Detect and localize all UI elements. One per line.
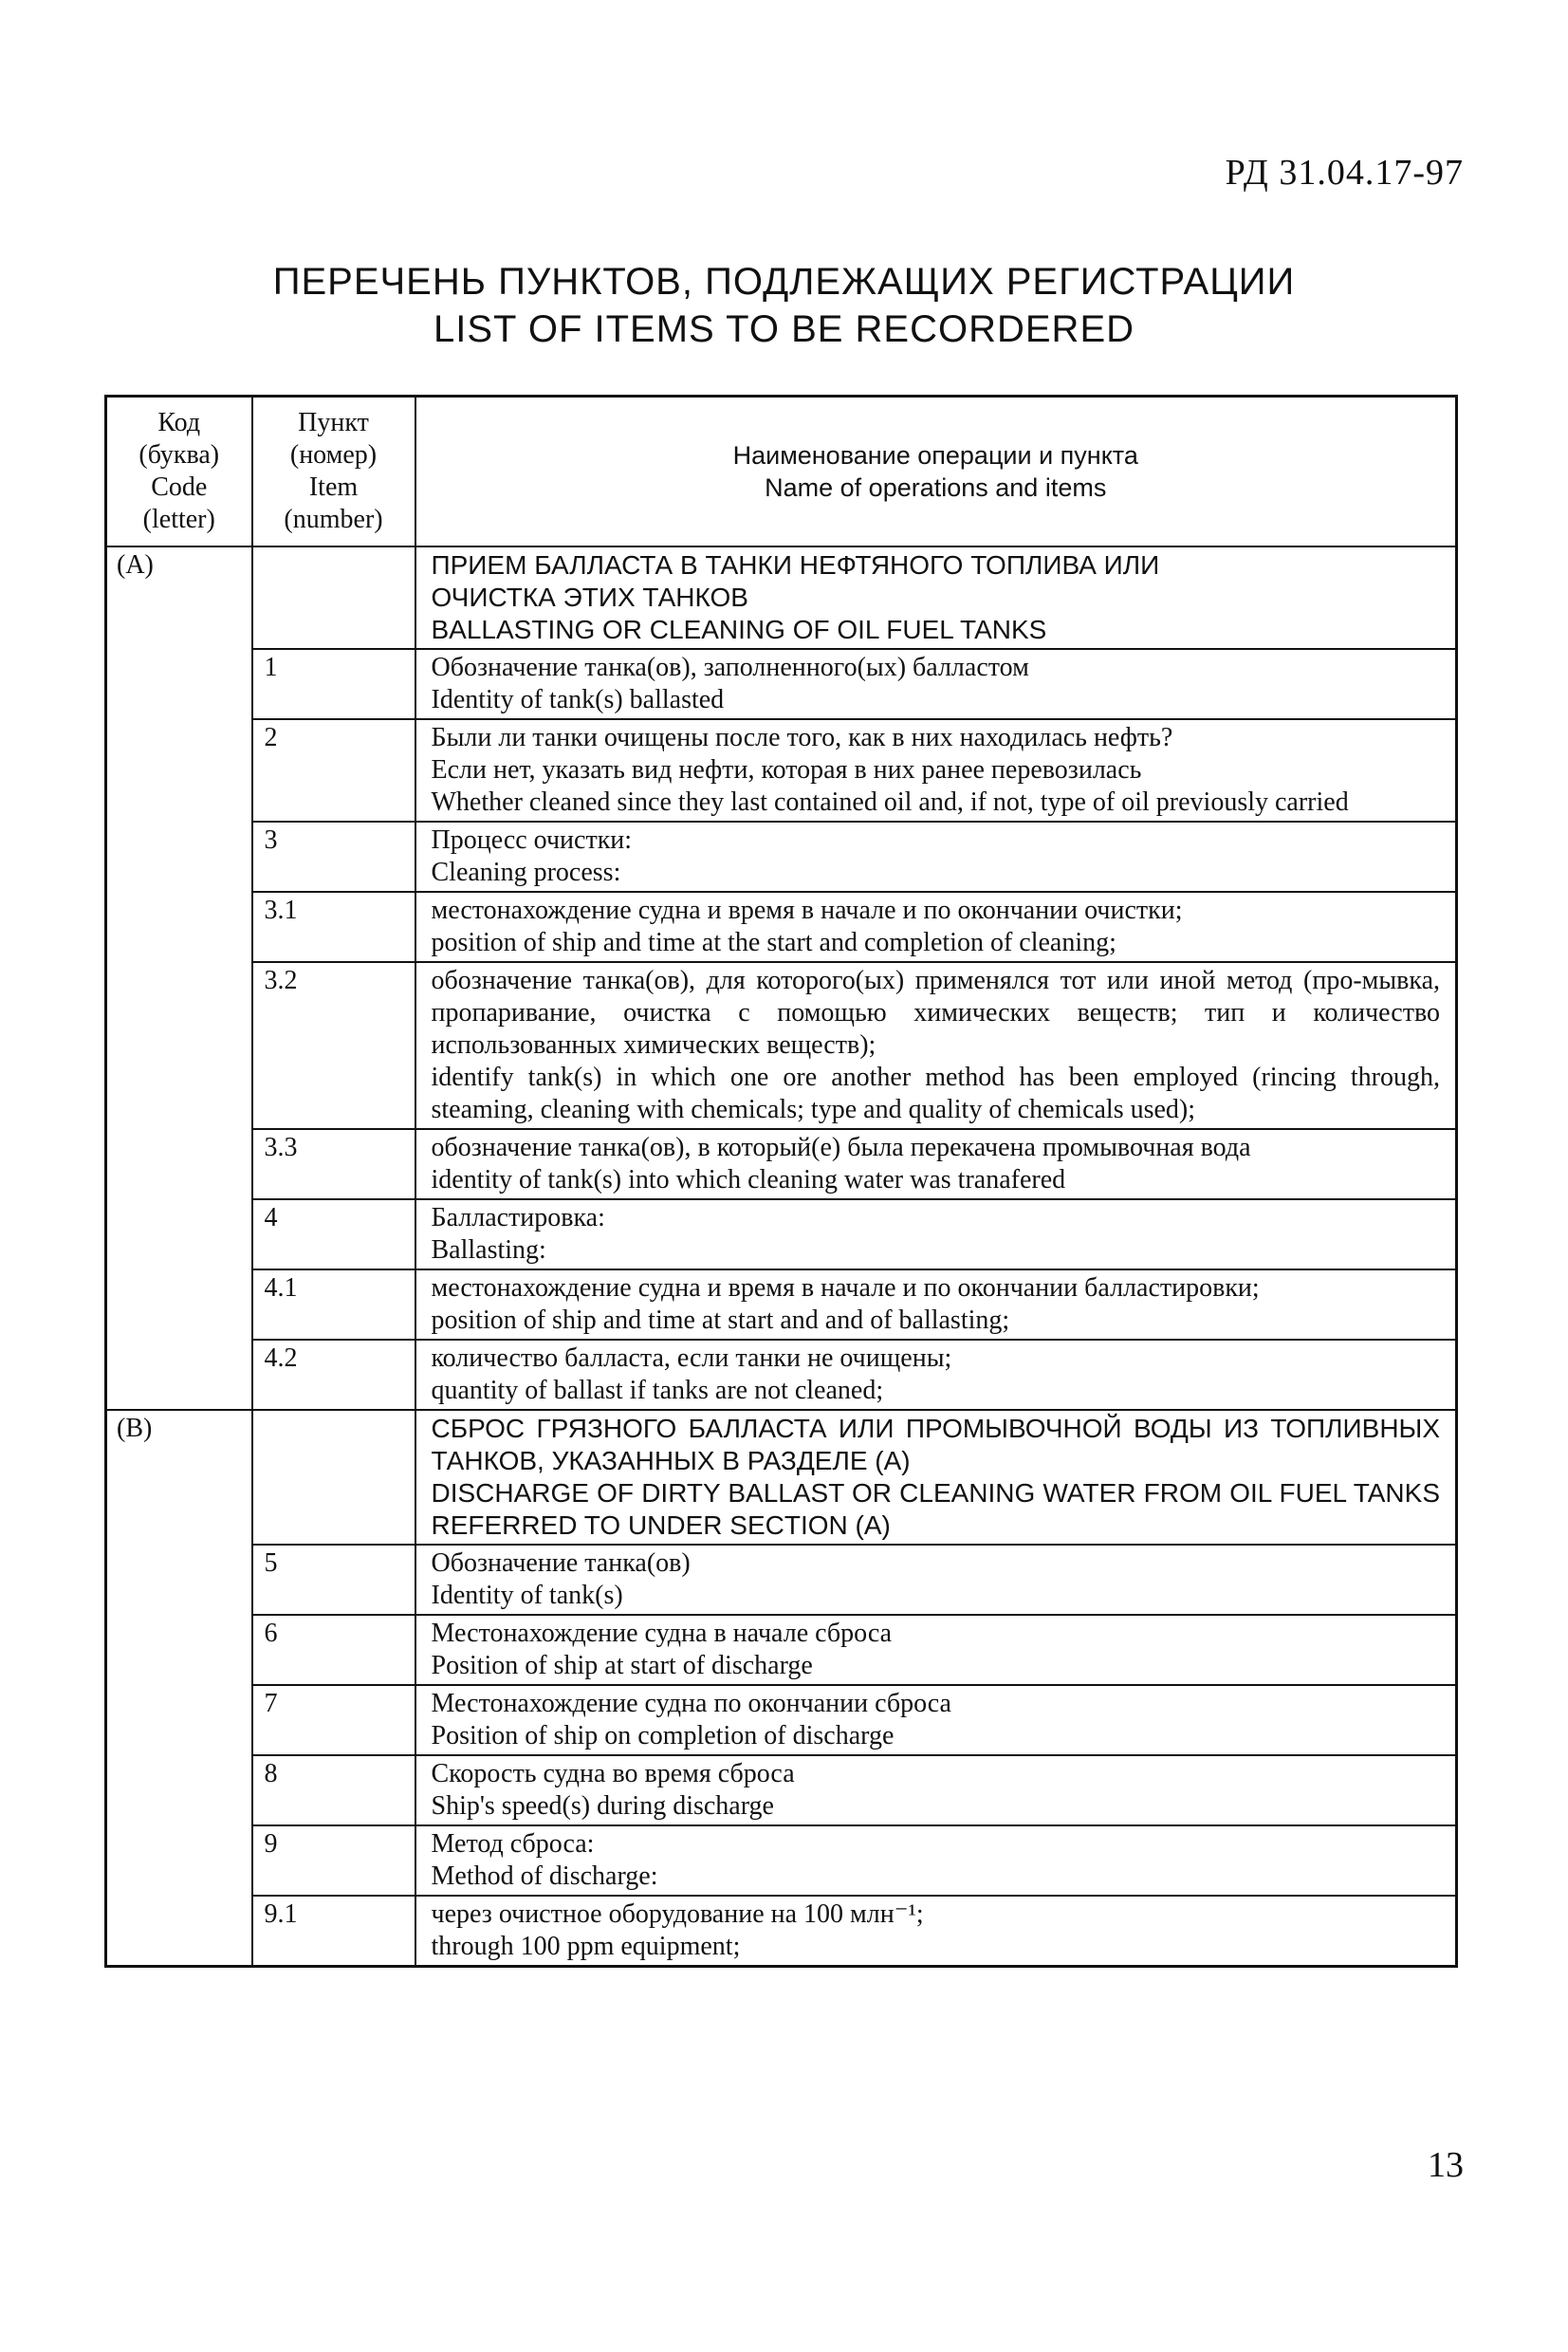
table-row bbox=[106, 1615, 1457, 1685]
item-number: 3 bbox=[252, 822, 415, 892]
header-code bbox=[106, 397, 252, 547]
item-description-line: Identity of tank(s) ballasted bbox=[431, 685, 725, 714]
header-code-line: (letter) bbox=[142, 505, 215, 534]
table-body bbox=[106, 546, 1457, 1967]
item-number: 4.2 bbox=[252, 1340, 415, 1410]
item-description bbox=[415, 1685, 1457, 1755]
header-item bbox=[252, 397, 415, 547]
table-row bbox=[106, 1896, 1457, 1967]
header-item-line: Пункт bbox=[298, 408, 369, 437]
section-heading-line: ПРИЕМ БАЛЛАСТА В ТАНКИ НЕФТЯНОГО ТОПЛИВА ИЛИ bbox=[431, 550, 1160, 580]
item-description-line: Если нет, указать вид нефти, которая в них ранее перевозилась bbox=[431, 755, 1142, 785]
item-description-line: Балластировка: bbox=[431, 1203, 605, 1232]
item-description-line: Местонахождение судна в начале сброса bbox=[431, 1619, 893, 1648]
header-name bbox=[415, 397, 1457, 547]
item-description bbox=[415, 1755, 1457, 1825]
item-description-line: через очистное оборудование на 100 млн⁻¹; bbox=[431, 1899, 924, 1929]
section-heading-line: BALLASTING OR CLEANING OF OIL FUEL TANKS bbox=[431, 615, 1047, 644]
item-description-line: Обозначение танка(ов), заполненного(ых) балластом bbox=[431, 653, 1029, 682]
item-description-line: местонахождение судна и время в начале и по окончании очистки; bbox=[431, 896, 1183, 925]
header-code-line: Code bbox=[151, 472, 208, 502]
table-row bbox=[106, 962, 1457, 1129]
section-item-empty bbox=[252, 546, 415, 649]
item-number: 9 bbox=[252, 1825, 415, 1896]
table-row bbox=[106, 1545, 1457, 1615]
item-description-line: Скорость судна во время сброса bbox=[431, 1759, 795, 1788]
item-number: 2 bbox=[252, 719, 415, 822]
item-number: 6 bbox=[252, 1615, 415, 1685]
header-name-line: Наименование операции и пункта bbox=[732, 441, 1138, 470]
item-number: 1 bbox=[252, 649, 415, 719]
section-heading-line: DISCHARGE OF DIRTY BALLAST OR CLEANING WATER FROM OIL FUEL TANKS REFERRED TO UNDER SECTION (A) bbox=[431, 1478, 1440, 1540]
table-row bbox=[106, 1340, 1457, 1410]
table-row bbox=[106, 649, 1457, 719]
item-number: 9.1 bbox=[252, 1896, 415, 1967]
item-number: 4.1 bbox=[252, 1269, 415, 1340]
item-description-line: position of ship and time at start and and of ballasting; bbox=[431, 1306, 1010, 1335]
item-number: 8 bbox=[252, 1755, 415, 1825]
item-description-line: Position of ship at start of discharge bbox=[431, 1651, 813, 1680]
item-description-line: Cleaning process: bbox=[431, 858, 621, 887]
item-description-line: quantity of ballast if tanks are not cleaned; bbox=[431, 1376, 884, 1405]
title-en: LIST OF ITEMS TO BE RECORDERED bbox=[433, 308, 1135, 350]
item-number: 4 bbox=[252, 1199, 415, 1269]
item-description-line: Метод сброса: bbox=[431, 1829, 595, 1859]
item-description-line: Identity of tank(s) bbox=[431, 1581, 623, 1610]
item-description-line: position of ship and time at the start and completion of cleaning; bbox=[431, 928, 1116, 957]
item-number: 3.1 bbox=[252, 892, 415, 962]
item-description-line: количество балласта, если танки не очищены; bbox=[431, 1343, 952, 1373]
item-description-line: местонахождение судна и время в начале и по окончании балластировки; bbox=[431, 1273, 1260, 1303]
header-code-line: Код bbox=[157, 408, 201, 437]
section-row bbox=[106, 546, 1457, 649]
section-heading-line: СБРОС ГРЯЗНОГО БАЛЛАСТА ИЛИ ПРОМЫВОЧНОЙ ВОДЫ ИЗ ТОПЛИВНЫХ ТАНКОВ, УКАЗАННЫХ В РАЗДЕЛЕ (A) bbox=[431, 1414, 1440, 1475]
item-number: 3.3 bbox=[252, 1129, 415, 1199]
item-description-line: Обозначение танка(ов) bbox=[431, 1548, 691, 1578]
table-row bbox=[106, 1199, 1457, 1269]
section-code: (B) bbox=[106, 1410, 252, 1967]
item-description bbox=[415, 1615, 1457, 1685]
header-item-line: (number) bbox=[284, 505, 383, 534]
item-description bbox=[415, 1340, 1457, 1410]
item-description-line: Whether cleaned since they last contained oil and, if not, type of oil previously carried bbox=[431, 787, 1349, 817]
item-description-line: Position of ship on completion of discharge bbox=[431, 1721, 895, 1750]
item-description bbox=[415, 892, 1457, 962]
item-description-line: Процесс очистки: bbox=[431, 825, 633, 855]
item-description-line: обозначение танка(ов), для которого(ых) применялся тот или иной метод (про-мывка, пропаривание, очистка с помощью химических веществ; тип и количество использованных химических веществ); bbox=[431, 966, 1440, 1060]
item-description bbox=[415, 1269, 1457, 1340]
item-description-line: Были ли танки очищены после того, как в них находилась нефть? bbox=[431, 723, 1173, 752]
table-row bbox=[106, 719, 1457, 822]
item-description-line: through 100 ppm equipment; bbox=[431, 1932, 741, 1961]
header-name-line: Name of operations and items bbox=[765, 473, 1107, 502]
table-row bbox=[106, 892, 1457, 962]
table-row bbox=[106, 1755, 1457, 1825]
header-item-line: Item bbox=[308, 472, 359, 502]
table-header-row bbox=[106, 397, 1457, 547]
title-ru: ПЕРЕЧЕНЬ ПУНКТОВ, ПОДЛЕЖАЩИХ РЕГИСТРАЦИИ bbox=[272, 261, 1296, 303]
item-description-line: Ship's speed(s) during discharge bbox=[431, 1791, 774, 1821]
items-table bbox=[104, 395, 1458, 1968]
item-description-line: обозначение танка(ов), в который(е) была перекачена промывочная вода bbox=[431, 1133, 1251, 1162]
table-row bbox=[106, 1685, 1457, 1755]
section-heading-line: ОЧИСТКА ЭТИХ ТАНКОВ bbox=[431, 583, 748, 612]
section-heading bbox=[415, 546, 1457, 649]
item-description-line: identity of tank(s) into which cleaning water was tranafered bbox=[431, 1165, 1066, 1195]
item-description-line: identify tank(s) in which one ore another method has been employed (rincing through, steaming, cleaning with chemicals; type and quality of chemicals used); bbox=[431, 1063, 1440, 1124]
table-row bbox=[106, 1269, 1457, 1340]
item-description bbox=[415, 962, 1457, 1129]
table-row bbox=[106, 822, 1457, 892]
section-code: (A) bbox=[106, 546, 252, 1410]
item-description bbox=[415, 822, 1457, 892]
item-description bbox=[415, 649, 1457, 719]
item-number: 5 bbox=[252, 1545, 415, 1615]
document-code: РД 31.04.17-97 bbox=[1225, 153, 1464, 193]
header-item-line: (номер) bbox=[289, 440, 378, 470]
item-description bbox=[415, 1545, 1457, 1615]
item-description bbox=[415, 719, 1457, 822]
item-description bbox=[415, 1825, 1457, 1896]
page-title bbox=[0, 258, 1568, 353]
section-item-empty bbox=[252, 1410, 415, 1545]
item-description-line: Ballasting: bbox=[431, 1235, 546, 1265]
header-code-line: (буква) bbox=[138, 440, 220, 470]
item-description bbox=[415, 1129, 1457, 1199]
section-heading bbox=[415, 1410, 1457, 1545]
table-row bbox=[106, 1129, 1457, 1199]
table-row bbox=[106, 1825, 1457, 1896]
item-description-line: Method of discharge: bbox=[431, 1861, 658, 1891]
item-number: 7 bbox=[252, 1685, 415, 1755]
item-description bbox=[415, 1199, 1457, 1269]
page-number: 13 bbox=[1428, 2145, 1464, 2185]
item-description bbox=[415, 1896, 1457, 1967]
item-description-line: Местонахождение судна по окончании сброса bbox=[431, 1689, 951, 1718]
item-number: 3.2 bbox=[252, 962, 415, 1129]
section-row bbox=[106, 1410, 1457, 1545]
